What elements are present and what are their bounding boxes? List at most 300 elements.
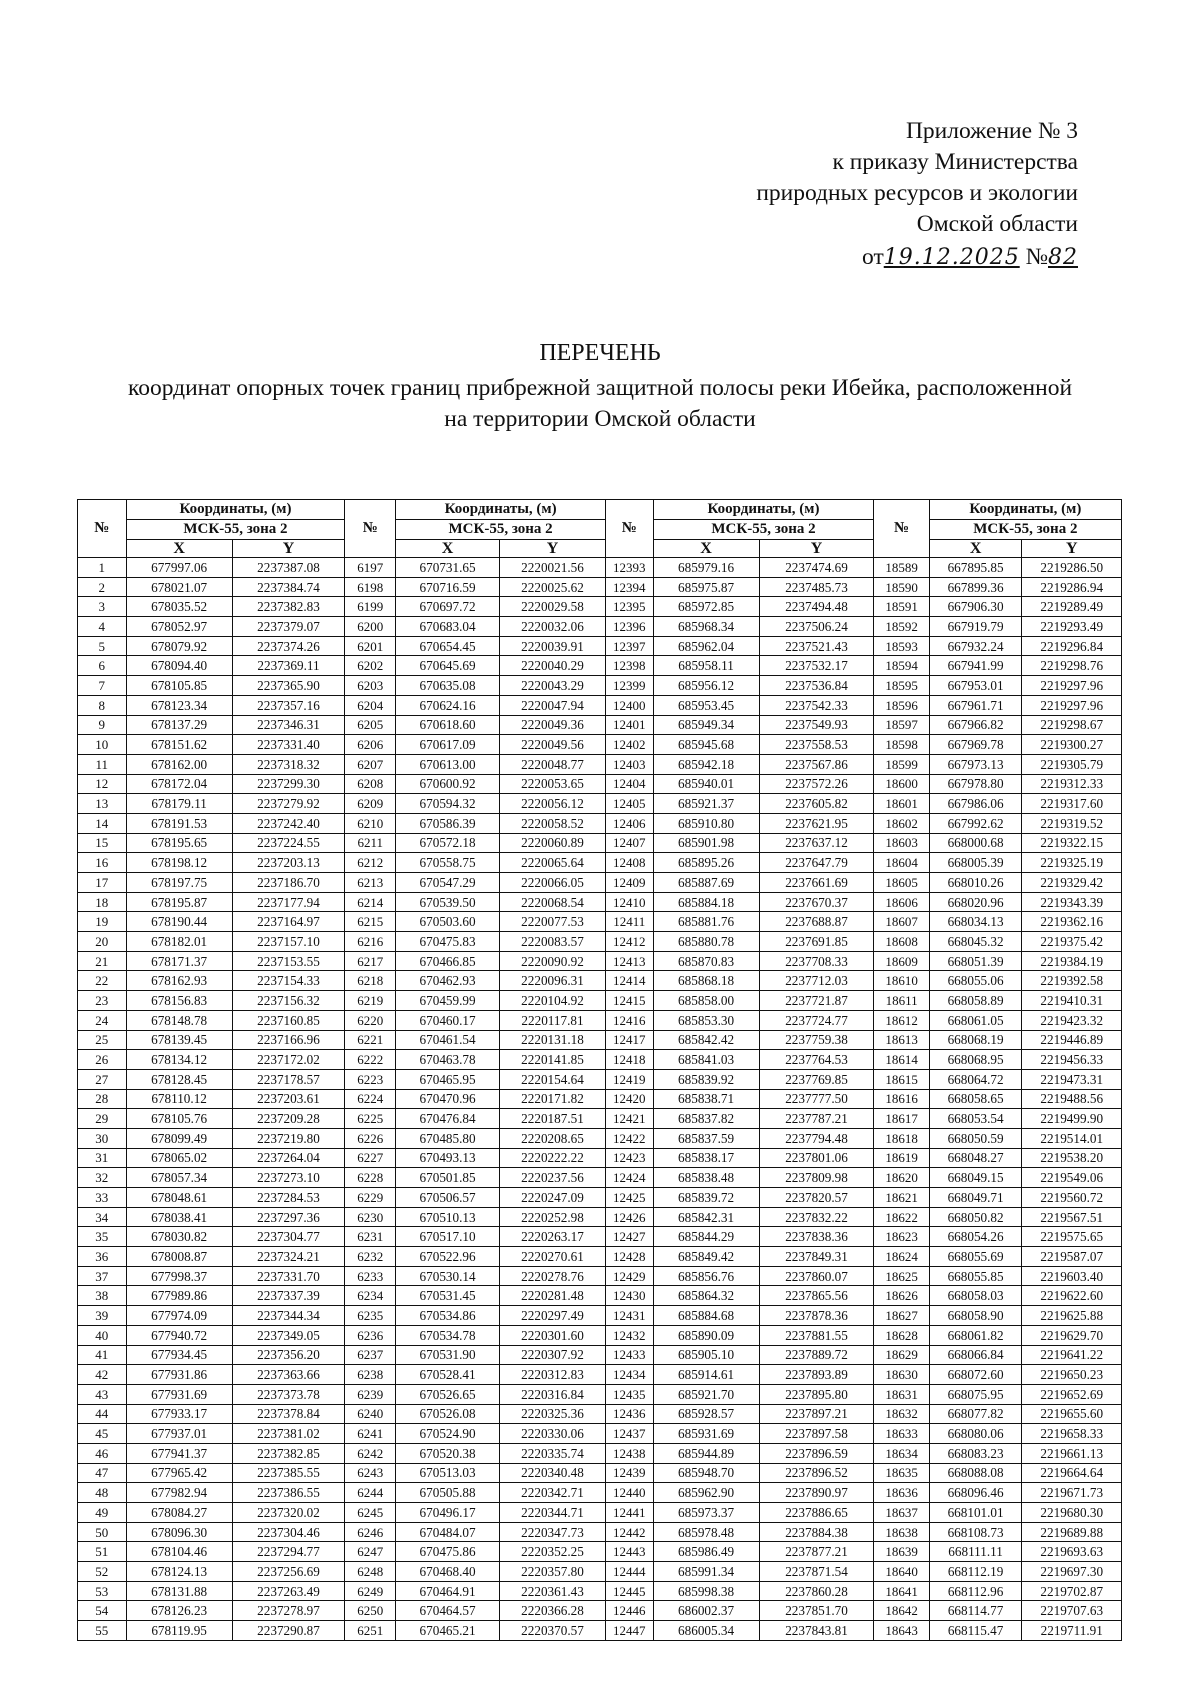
coord-y: 2219286.94	[1022, 577, 1122, 597]
coord-y: 2220340.48	[499, 1463, 605, 1483]
point-number: 6236	[345, 1325, 396, 1345]
point-number: 18612	[874, 1010, 929, 1030]
table-row	[78, 1325, 1122, 1345]
coord-x: 685842.42	[653, 1030, 759, 1050]
point-number: 6243	[345, 1463, 396, 1483]
point-number: 19	[78, 912, 127, 932]
coord-y: 2220056.12	[499, 794, 605, 814]
point-number: 18643	[874, 1621, 929, 1641]
table-row	[78, 774, 1122, 794]
coord-x: 668075.95	[929, 1384, 1022, 1404]
title-line-1: координат опорных точек границ прибрежной защитной полосы реки Ибейка, расположенной	[127, 375, 1073, 401]
point-number: 18628	[874, 1325, 929, 1345]
coord-y: 2237877.21	[759, 1542, 874, 1562]
coord-y: 2219641.22	[1022, 1345, 1122, 1365]
coord-y: 2219286.50	[1022, 558, 1122, 578]
point-number: 12408	[606, 853, 654, 873]
coord-x: 670716.59	[396, 577, 500, 597]
coord-x: 685962.90	[653, 1483, 759, 1503]
coord-y: 2220096.31	[499, 971, 605, 991]
point-number: 12431	[606, 1306, 654, 1326]
coord-x: 670476.84	[396, 1109, 500, 1129]
col-coord-header: Координаты, (м)	[396, 500, 606, 520]
coord-x: 685998.38	[653, 1581, 759, 1601]
coord-y: 2237851.70	[759, 1601, 874, 1621]
coord-y: 2219514.01	[1022, 1128, 1122, 1148]
coord-y: 2237178.57	[232, 1069, 345, 1089]
point-number: 4	[78, 617, 127, 637]
coord-y: 2237337.39	[232, 1286, 345, 1306]
coord-y: 2219289.49	[1022, 597, 1122, 617]
coord-x: 678030.82	[126, 1227, 232, 1247]
table-row	[78, 932, 1122, 952]
col-system-header: МСК-55, зона 2	[396, 520, 606, 540]
point-number: 55	[78, 1621, 127, 1641]
point-number: 18637	[874, 1503, 929, 1523]
table-row	[78, 892, 1122, 912]
point-number: 18621	[874, 1188, 929, 1208]
coord-y: 2219384.19	[1022, 951, 1122, 971]
point-number: 12440	[606, 1483, 654, 1503]
coord-x: 678052.97	[126, 617, 232, 637]
coord-x: 678195.87	[126, 892, 232, 912]
coord-x: 670520.38	[396, 1443, 500, 1463]
coord-x: 678104.46	[126, 1542, 232, 1562]
coord-y: 2237549.93	[759, 715, 874, 735]
coord-y: 2219622.60	[1022, 1286, 1122, 1306]
table-row	[78, 1010, 1122, 1030]
coord-x: 668077.82	[929, 1404, 1022, 1424]
point-number: 14	[78, 813, 127, 833]
table-row	[78, 1168, 1122, 1188]
coord-x: 668064.72	[929, 1069, 1022, 1089]
coord-x: 685849.42	[653, 1247, 759, 1267]
coord-y: 2220281.48	[499, 1286, 605, 1306]
coord-x: 685838.71	[653, 1089, 759, 1109]
point-number: 18610	[874, 971, 929, 991]
coord-x: 670530.14	[396, 1266, 500, 1286]
coord-x: 670534.86	[396, 1306, 500, 1326]
coord-x: 668048.27	[929, 1148, 1022, 1168]
point-number: 2	[78, 577, 127, 597]
coord-y: 2220117.81	[499, 1010, 605, 1030]
point-number: 33	[78, 1188, 127, 1208]
coord-y: 2219297.96	[1022, 695, 1122, 715]
coord-x: 668080.06	[929, 1424, 1022, 1444]
coord-y: 2237794.48	[759, 1128, 874, 1148]
point-number: 6210	[345, 813, 396, 833]
coord-y: 2237373.78	[232, 1384, 345, 1404]
coord-x: 685949.34	[653, 715, 759, 735]
coord-y: 2237860.28	[759, 1581, 874, 1601]
coord-y: 2237532.17	[759, 656, 874, 676]
coord-y: 2237356.20	[232, 1345, 345, 1365]
coord-y: 2237764.53	[759, 1050, 874, 1070]
col-coord-header: Координаты, (м)	[126, 500, 345, 520]
coord-y: 2219322.15	[1022, 833, 1122, 853]
point-number: 6248	[345, 1562, 396, 1582]
table-row	[78, 833, 1122, 853]
coord-x: 670470.96	[396, 1089, 500, 1109]
table-row	[78, 1109, 1122, 1129]
coord-y: 2237572.26	[759, 774, 874, 794]
coord-x: 685956.12	[653, 676, 759, 696]
point-number: 18640	[874, 1562, 929, 1582]
point-number: 18627	[874, 1306, 929, 1326]
coord-x: 678105.85	[126, 676, 232, 696]
coord-y: 2219319.52	[1022, 813, 1122, 833]
point-number: 35	[78, 1227, 127, 1247]
coord-y: 2220335.74	[499, 1443, 605, 1463]
coord-y: 2220049.56	[499, 735, 605, 755]
coord-x: 685890.09	[653, 1325, 759, 1345]
point-number: 49	[78, 1503, 127, 1523]
coord-x: 667932.24	[929, 636, 1022, 656]
coord-x: 670505.88	[396, 1483, 500, 1503]
point-number: 18629	[874, 1345, 929, 1365]
coord-x: 686002.37	[653, 1601, 759, 1621]
table-row	[78, 597, 1122, 617]
coord-x: 670510.13	[396, 1207, 500, 1227]
table-row	[78, 1345, 1122, 1365]
coord-x: 678105.76	[126, 1109, 232, 1129]
coord-x: 685942.18	[653, 754, 759, 774]
coord-x: 670594.32	[396, 794, 500, 814]
coord-x: 668058.90	[929, 1306, 1022, 1326]
table-row	[78, 1443, 1122, 1463]
coord-x: 685870.83	[653, 951, 759, 971]
point-number: 6237	[345, 1345, 396, 1365]
table-row	[78, 1621, 1122, 1641]
point-number: 6238	[345, 1365, 396, 1385]
coord-x: 685973.37	[653, 1503, 759, 1523]
coord-y: 2237521.43	[759, 636, 874, 656]
coord-y: 2219575.65	[1022, 1227, 1122, 1247]
coord-x: 678123.34	[126, 695, 232, 715]
coord-x: 668045.32	[929, 932, 1022, 952]
point-number: 8	[78, 695, 127, 715]
coord-x: 685864.32	[653, 1286, 759, 1306]
coord-y: 2237670.37	[759, 892, 874, 912]
coord-y: 2237777.50	[759, 1089, 874, 1109]
coord-x: 685940.01	[653, 774, 759, 794]
point-number: 6220	[345, 1010, 396, 1030]
point-number: 6216	[345, 932, 396, 952]
coord-y: 2237712.03	[759, 971, 874, 991]
coord-y: 2219325.19	[1022, 853, 1122, 873]
point-number: 6228	[345, 1168, 396, 1188]
table-row	[78, 1188, 1122, 1208]
point-number: 6230	[345, 1207, 396, 1227]
point-number: 18641	[874, 1581, 929, 1601]
coord-x: 685884.68	[653, 1306, 759, 1326]
coord-x: 667941.99	[929, 656, 1022, 676]
point-number: 12406	[606, 813, 654, 833]
coord-x: 670493.13	[396, 1148, 500, 1168]
coord-y: 2219375.42	[1022, 932, 1122, 952]
coord-x: 668000.68	[929, 833, 1022, 853]
table-row	[78, 695, 1122, 715]
coord-y: 2237878.36	[759, 1306, 874, 1326]
coord-x: 668005.39	[929, 853, 1022, 873]
point-number: 6218	[345, 971, 396, 991]
coord-x: 685839.92	[653, 1069, 759, 1089]
coord-x: 677941.37	[126, 1443, 232, 1463]
document-title	[60, 338, 1140, 435]
point-number: 25	[78, 1030, 127, 1050]
coord-y: 2220021.56	[499, 558, 605, 578]
coord-y: 2237708.33	[759, 951, 874, 971]
coord-x: 685887.69	[653, 873, 759, 893]
coord-y: 2219296.84	[1022, 636, 1122, 656]
coord-x: 678162.93	[126, 971, 232, 991]
coord-x: 678195.65	[126, 833, 232, 853]
coord-y: 2219538.20	[1022, 1148, 1122, 1168]
point-number: 26	[78, 1050, 127, 1070]
table-row	[78, 1601, 1122, 1621]
coord-y: 2220171.82	[499, 1089, 605, 1109]
coord-y: 2220077.53	[499, 912, 605, 932]
coord-y: 2219329.42	[1022, 873, 1122, 893]
coord-x: 677931.69	[126, 1384, 232, 1404]
coord-y: 2237647.79	[759, 853, 874, 873]
coord-x: 670524.90	[396, 1424, 500, 1444]
coord-y: 2237382.83	[232, 597, 345, 617]
coord-x: 685858.00	[653, 991, 759, 1011]
col-y-header: Y	[759, 540, 874, 558]
coord-x: 678057.34	[126, 1168, 232, 1188]
coord-x: 685968.34	[653, 617, 759, 637]
table-row	[78, 1503, 1122, 1523]
coord-y: 2220247.09	[499, 1188, 605, 1208]
coord-x: 677934.45	[126, 1345, 232, 1365]
coord-y: 2219658.33	[1022, 1424, 1122, 1444]
coord-y: 2219312.33	[1022, 774, 1122, 794]
coord-y: 2220208.65	[499, 1128, 605, 1148]
coord-y: 2237209.28	[232, 1109, 345, 1129]
coord-x: 670468.40	[396, 1562, 500, 1582]
coord-y: 2237832.22	[759, 1207, 874, 1227]
coord-x: 685921.70	[653, 1384, 759, 1404]
table-row	[78, 1463, 1122, 1483]
col-coord-header: Координаты, (м)	[929, 500, 1121, 520]
point-number: 6197	[345, 558, 396, 578]
table-row	[78, 1128, 1122, 1148]
coord-y: 2220104.92	[499, 991, 605, 1011]
point-number: 18604	[874, 853, 929, 873]
coord-y: 2237164.97	[232, 912, 345, 932]
coord-y: 2237363.66	[232, 1365, 345, 1385]
coord-x: 668066.84	[929, 1345, 1022, 1365]
coord-x: 685986.49	[653, 1542, 759, 1562]
point-number: 18603	[874, 833, 929, 853]
coord-x: 670697.72	[396, 597, 500, 617]
order-number: 82	[1048, 245, 1078, 270]
coord-y: 2237203.13	[232, 853, 345, 873]
coord-y: 2220278.76	[499, 1266, 605, 1286]
coord-y: 2237157.10	[232, 932, 345, 952]
point-number: 12432	[606, 1325, 654, 1345]
coord-y: 2237219.80	[232, 1128, 345, 1148]
point-number: 18618	[874, 1128, 929, 1148]
coord-x: 670534.78	[396, 1325, 500, 1345]
coord-y: 2220187.51	[499, 1109, 605, 1129]
point-number: 12416	[606, 1010, 654, 1030]
point-number: 13	[78, 794, 127, 814]
table-row	[78, 1404, 1122, 1424]
point-number: 6223	[345, 1069, 396, 1089]
coord-y: 2237344.34	[232, 1306, 345, 1326]
coord-x: 678156.83	[126, 991, 232, 1011]
point-number: 12413	[606, 951, 654, 971]
coord-y: 2219300.27	[1022, 735, 1122, 755]
point-number: 12411	[606, 912, 654, 932]
table-row	[78, 853, 1122, 873]
coord-x: 678094.40	[126, 656, 232, 676]
point-number: 18622	[874, 1207, 929, 1227]
table-row	[78, 715, 1122, 735]
coord-x: 678124.13	[126, 1562, 232, 1582]
point-number: 18617	[874, 1109, 929, 1129]
coord-y: 2237889.72	[759, 1345, 874, 1365]
coord-y: 2237485.73	[759, 577, 874, 597]
table-row	[78, 558, 1122, 578]
coord-x: 670528.41	[396, 1365, 500, 1385]
coord-x: 677931.86	[126, 1365, 232, 1385]
col-system-header: МСК-55, зона 2	[653, 520, 874, 540]
date-prefix: от	[862, 244, 884, 270]
coord-x: 685979.16	[653, 558, 759, 578]
coord-x: 678137.29	[126, 715, 232, 735]
coord-x: 670645.69	[396, 656, 500, 676]
coord-x: 670517.10	[396, 1227, 500, 1247]
point-number: 6200	[345, 617, 396, 637]
coord-x: 668058.03	[929, 1286, 1022, 1306]
coord-y: 2237809.98	[759, 1168, 874, 1188]
coord-y: 2237304.77	[232, 1227, 345, 1247]
coord-y: 2219567.51	[1022, 1207, 1122, 1227]
coord-x: 678198.12	[126, 853, 232, 873]
point-number: 12404	[606, 774, 654, 794]
col-x-header: X	[653, 540, 759, 558]
table-row	[78, 735, 1122, 755]
point-number: 12437	[606, 1424, 654, 1444]
table-row	[78, 617, 1122, 637]
coord-x: 670463.78	[396, 1050, 500, 1070]
coord-x: 685953.45	[653, 695, 759, 715]
point-number: 12395	[606, 597, 654, 617]
coord-y: 2237896.52	[759, 1463, 874, 1483]
point-number: 40	[78, 1325, 127, 1345]
coord-y: 2219671.73	[1022, 1483, 1122, 1503]
coord-x: 678110.12	[126, 1089, 232, 1109]
point-number: 18619	[874, 1148, 929, 1168]
coord-x: 670539.50	[396, 892, 500, 912]
point-number: 18623	[874, 1227, 929, 1247]
coord-y: 2237224.55	[232, 833, 345, 853]
table-row	[78, 1227, 1122, 1247]
coord-y: 2220325.36	[499, 1404, 605, 1424]
coord-x: 668101.01	[929, 1503, 1022, 1523]
coord-y: 2220060.89	[499, 833, 605, 853]
coord-y: 2237871.54	[759, 1562, 874, 1582]
coord-x: 678190.44	[126, 912, 232, 932]
point-number: 12426	[606, 1207, 654, 1227]
coord-x: 668034.13	[929, 912, 1022, 932]
point-number: 51	[78, 1542, 127, 1562]
coord-x: 668020.96	[929, 892, 1022, 912]
coord-x: 685928.57	[653, 1404, 759, 1424]
coord-y: 2220344.71	[499, 1503, 605, 1523]
coord-x: 670465.21	[396, 1621, 500, 1641]
coord-y: 2237242.40	[232, 813, 345, 833]
point-number: 18600	[874, 774, 929, 794]
point-number: 18602	[874, 813, 929, 833]
table-row	[78, 1069, 1122, 1089]
coord-x: 685948.70	[653, 1463, 759, 1483]
point-number: 12422	[606, 1128, 654, 1148]
coord-x: 678096.30	[126, 1522, 232, 1542]
coord-x: 678035.52	[126, 597, 232, 617]
coord-y: 2237893.89	[759, 1365, 874, 1385]
coord-y: 2237381.02	[232, 1424, 345, 1444]
table-row	[78, 1030, 1122, 1050]
point-number: 6235	[345, 1306, 396, 1326]
point-number: 12423	[606, 1148, 654, 1168]
coord-y: 2219423.32	[1022, 1010, 1122, 1030]
point-number: 6247	[345, 1542, 396, 1562]
point-number: 6217	[345, 951, 396, 971]
table-row	[78, 754, 1122, 774]
coord-x: 685856.76	[653, 1266, 759, 1286]
point-number: 18630	[874, 1365, 929, 1385]
coord-y: 2237567.86	[759, 754, 874, 774]
coord-x: 677937.01	[126, 1424, 232, 1444]
point-number: 17	[78, 873, 127, 893]
point-number: 12412	[606, 932, 654, 952]
coord-y: 2220065.64	[499, 853, 605, 873]
point-number: 6201	[345, 636, 396, 656]
point-number: 12443	[606, 1542, 654, 1562]
table-row	[78, 1424, 1122, 1444]
coord-y: 2220047.94	[499, 695, 605, 715]
point-number: 53	[78, 1581, 127, 1601]
point-number: 6214	[345, 892, 396, 912]
point-number: 18601	[874, 794, 929, 814]
point-number: 12405	[606, 794, 654, 814]
coord-y: 2220352.25	[499, 1542, 605, 1562]
coord-x: 677933.17	[126, 1404, 232, 1424]
coord-y: 2219697.30	[1022, 1562, 1122, 1582]
coord-y: 2237896.59	[759, 1443, 874, 1463]
coord-x: 685972.85	[653, 597, 759, 617]
coord-y: 2237385.55	[232, 1463, 345, 1483]
coord-x: 670654.45	[396, 636, 500, 656]
coord-x: 685837.59	[653, 1128, 759, 1148]
coord-x: 685944.89	[653, 1443, 759, 1463]
appendix-line-4: Омской области	[916, 211, 1078, 237]
coord-x: 668053.54	[929, 1109, 1022, 1129]
coord-x: 668096.46	[929, 1483, 1022, 1503]
coord-x: 670531.45	[396, 1286, 500, 1306]
coord-y: 2237324.21	[232, 1247, 345, 1267]
coord-y: 2237279.92	[232, 794, 345, 814]
coord-y: 2237621.95	[759, 813, 874, 833]
coord-y: 2219689.88	[1022, 1522, 1122, 1542]
coord-y: 2237172.02	[232, 1050, 345, 1070]
col-no-header: №	[78, 500, 127, 558]
point-number: 18636	[874, 1483, 929, 1503]
